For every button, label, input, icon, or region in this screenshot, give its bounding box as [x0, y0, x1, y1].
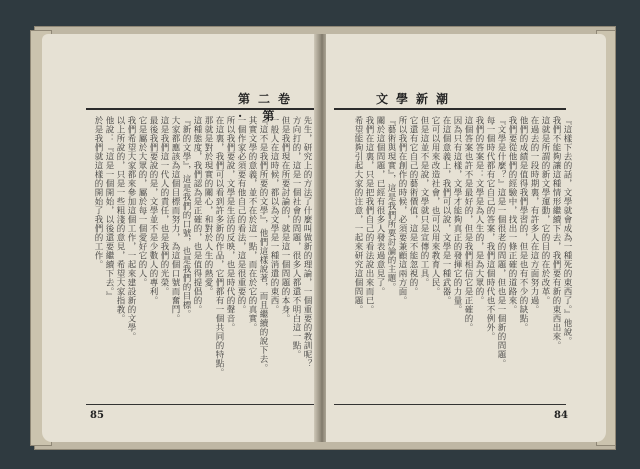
text-column: 一個作家必須要有他自己的看法，這是很重要的。	[236, 116, 246, 314]
text-column: 所以我們在創作的時候，必須要兼顧這兩方面。	[397, 116, 407, 305]
text-column: 『這樣下去的話，文學就會成為一種死的東西了。』他說。	[562, 116, 572, 346]
text-column: 希望能夠引起大家的注意，一起來研究這個問題。	[353, 116, 363, 314]
text-column: 每一個時代都有它自己的答案，我們這個時代也不例外。	[485, 116, 495, 341]
text-column: 我們的答案是：文學是為人生的，是為大眾的。	[474, 116, 484, 305]
text-column: 這種態度，我們認為是正確的，也是值得提倡的。	[192, 116, 202, 314]
text-column: 我們要從他們的經驗中，找出一條正確的道路來。	[507, 116, 517, 314]
text-column: 『這不是我們所要的文學』，他們這樣說著，而且繼續的說下去。	[258, 116, 268, 373]
text-column: 因為只有這樣，文學才能夠真正的發揮它的力量。	[452, 116, 462, 314]
text-column: 在過去的一段時期裏，有許多人在這方面努力過。	[529, 116, 539, 314]
text-column: 但是這並不是說，文學就只是宣傳的工具。	[419, 116, 429, 287]
text-column: 以上所說的，只是一些粗淺的意見，希望大家指教。	[115, 116, 125, 323]
text-column: 先生，研究上的方法了什麼叫做新的理論，一個重要的教訓呢？	[302, 116, 312, 368]
text-column: 在這個意義上，我們可以說，文學是一種武器。	[441, 116, 451, 305]
text-column: 於是我們就這樣的開始了我們的工作。	[93, 116, 103, 269]
right-page	[326, 34, 606, 442]
text-column: 『新的文學』，這是我們的口號，也是我們的目標。	[181, 116, 191, 319]
left-page-number: 85	[90, 410, 104, 421]
left-body-text	[90, 116, 312, 396]
text-column: 它還有它自己的藝術價值，這是不能忽視的。	[408, 116, 418, 296]
text-column: 這是我們這一代人的責任，也是我們的光榮。	[159, 116, 169, 296]
text-column: 關於這個問題，已經有很多人發表過意見了。	[375, 116, 385, 296]
text-column: 『文學是什麼？』這是一個很老的問題，但也是一個新的問題。	[496, 116, 506, 368]
left-footer-rule	[86, 404, 314, 405]
text-column: 但是我們現在所要討論的，就是這一個問題的本身。	[280, 116, 290, 323]
text-column: 他說：『這是一個開始，以後還要繼續下去。』	[104, 116, 114, 301]
text-column: 其實文學的意義，並不在於這一點，而在於它的真實。	[247, 116, 257, 332]
right-footer-rule	[334, 404, 566, 405]
text-column: 它可以用來改造社會，也可以用來教育人民。	[430, 116, 440, 296]
text-column: 這個答案也許不是最好的，但是我們相信它是正確的。	[463, 116, 473, 332]
text-column: 在這裏，我們可以看到許多新的作品，它們都有一個共同的特點。	[214, 116, 224, 377]
text-column: 所以我們要說，文學是生活的反映，也是時代的聲音。	[225, 116, 235, 332]
text-column: 大家都應該為這個目標而努力，為這個口號而奮鬥。	[170, 116, 180, 323]
right-header-rule	[334, 108, 566, 110]
text-column: 『藝術與現實』，這是我們所要討論的主題。	[386, 116, 396, 292]
right-header-title: 文學新潮	[376, 92, 457, 106]
text-column: 他們的成績是值得我們學習的，但是也有不少的缺點。	[518, 116, 528, 332]
text-column: 方向打的，這是一個社會的問題，很多人都還不明白這一點。	[291, 116, 301, 359]
left-header-title: 第二卷 · 第	[238, 92, 299, 123]
text-column: 這就是所謂的新文學運動，它的目的在於改革。	[540, 116, 550, 305]
right-page-number: 84	[554, 410, 568, 421]
text-column: 我們希望大家都來參加這個工作，一起來建設新的文學。	[126, 116, 136, 341]
text-column: 我們不能夠讓這種情形繼續下去，我們要有新的東西出來。	[551, 116, 561, 350]
right-body-text	[336, 116, 572, 400]
text-column: 它是屬於大眾的，屬於每一個愛好它的人。	[137, 116, 147, 287]
text-column: 我們在這裏，只是把我們自己的看法說出來而已。	[364, 116, 374, 314]
text-column: 一般人在這時候，都以為文學是一種消遣的東西。	[269, 116, 279, 314]
left-page	[42, 34, 318, 442]
text-column: 最後我們要說的是，文學並不是少數人的專利。	[148, 116, 158, 305]
open-book	[28, 20, 616, 448]
text-column: 那就是對於現實的關心，和對於人生的熱愛。	[203, 116, 213, 296]
